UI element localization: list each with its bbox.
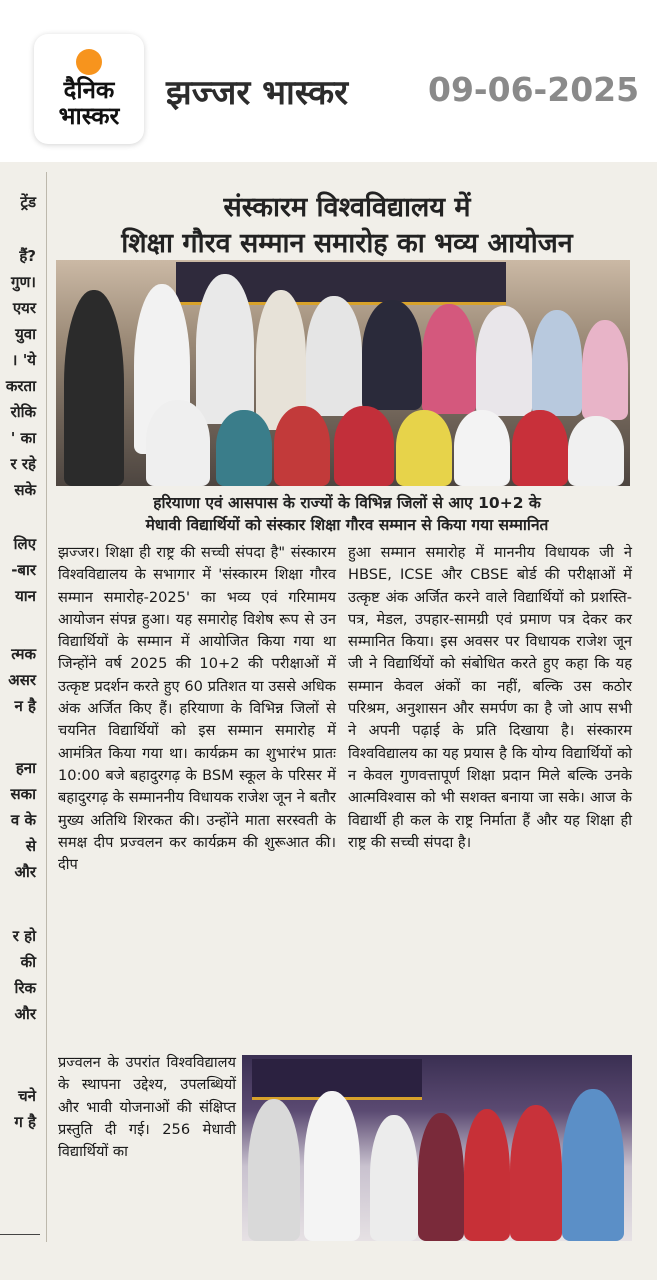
fragment-text: रोकि — [10, 403, 36, 421]
person-figure — [396, 410, 452, 486]
fragment-text: एयर — [12, 299, 36, 317]
fragment-text: हना — [15, 759, 36, 777]
headline-line2: शिक्षा गौरव सम्मान समारोह का भव्य आयोजन — [121, 228, 573, 259]
fragment-text: से — [25, 837, 36, 855]
fragment-text: गुण। — [11, 273, 36, 291]
fragment-text: की — [20, 953, 36, 971]
person-figure — [464, 1109, 510, 1241]
person-figure — [248, 1099, 300, 1241]
fragment-text: ' का — [10, 429, 36, 447]
person-figure — [454, 410, 510, 486]
person-figure — [64, 290, 124, 486]
sun-icon — [76, 49, 102, 75]
fragment-text: न है — [14, 697, 36, 715]
person-figure — [216, 410, 272, 486]
fragment-text: सका — [10, 785, 36, 803]
app-header — [0, 0, 657, 160]
article-headline — [56, 190, 638, 262]
award-photo — [242, 1055, 632, 1241]
fragment-text: चने — [18, 1087, 36, 1105]
fragment-text: असर — [8, 671, 36, 689]
newspaper-clipping[interactable] — [0, 162, 657, 1280]
person-figure — [304, 1091, 360, 1241]
person-figure — [422, 304, 476, 414]
person-figure — [476, 306, 532, 416]
adjacent-column-fragment — [0, 162, 40, 1262]
fragment-text: व के — [10, 811, 36, 829]
logo-text-line1: दैनिक — [63, 76, 115, 104]
column-divider — [46, 172, 47, 1242]
fragment-text: -बार — [11, 561, 36, 579]
person-figure — [274, 406, 330, 486]
column-end-rule — [0, 1234, 40, 1235]
person-figure — [146, 400, 210, 486]
person-figure — [196, 274, 254, 424]
person-figure — [562, 1089, 624, 1241]
fragment-text: ग है — [14, 1113, 36, 1131]
person-figure — [582, 320, 628, 420]
fragment-text: रिक — [14, 979, 36, 997]
edition-title: झज्जर भास्कर — [166, 73, 349, 113]
fragment-text: यान — [15, 587, 36, 605]
edition-date: 09-06-2025 — [428, 70, 640, 109]
person-figure — [532, 310, 582, 416]
fragment-text: करता — [5, 377, 36, 395]
person-figure — [512, 410, 568, 486]
fragment-text: और — [14, 1005, 36, 1023]
fragment-text: सके — [14, 481, 36, 499]
person-figure — [370, 1115, 418, 1241]
fragment-text: र रहे — [10, 455, 36, 473]
fragment-text: युवा — [15, 325, 36, 343]
fragment-text: त्मक — [11, 645, 36, 663]
article-column-1: झज्जर। शिक्षा ही राष्ट्र की सच्ची संपदा है" संस्कारम विश्वविद्यालय के सभागार में 'संस्कारम शिक्षा गौरव सम्मान समारोह-2025' का भव्य एवं गरिमामय आयोजन संपन्न हुआ। यह समारोह विशेष रूप से उन विद्यार्थियों के सम्मान में आयोजित किया गया था जिन्होंने वर्ष 2025 की 10+2 की परीक्षाओं में उत्कृष्ट प्रदर्शन करते हुए 60 प्रतिशत या उससे अधिक अंक अर्जित किए हैं। हरियाणा के विभिन्न जिलों से चयनित विद्यार्थियों को इस सम्मान समारोह में आमंत्रित किया गया था। कार्यक्रम का शुभारंभ प्रातः 10:00 बजे बहादुरगढ़ के BSM स्कूल के परिसर में बहादुरगढ़ के सम्माननीय विधायक राजेश जून ने बतौर मुख्य अतिथि शिरकत की। उन्होंने माता सरस्वती के समक्ष दीप प्रज्वलन कर कार्यक्रम की शुरूआत की। दीप — [58, 544, 336, 874]
headline-line1: संस्कारम विश्वविद्यालय में — [223, 192, 471, 223]
person-figure — [306, 296, 362, 416]
fragment-text: और — [14, 863, 36, 881]
dainik-bhaskar-logo[interactable] — [34, 34, 144, 144]
person-figure — [418, 1113, 464, 1241]
fragment-text: ट्रेंड — [20, 193, 36, 211]
fragment-text: र हो — [12, 927, 36, 945]
fragment-text: लिए — [13, 535, 36, 553]
fragment-text: । 'ये — [11, 351, 36, 369]
caption-line2: मेधावी विद्यार्थियों को संस्कार शिक्षा गौरव सम्मान से किया गया सम्मानित — [145, 516, 549, 534]
group-photo-students — [56, 260, 630, 486]
person-figure — [510, 1105, 562, 1241]
article-column-1-continued: प्रज्वलन के उपरांत विश्वविद्यालय के स्थापना उद्देश्य, उपलब्धियों और भावी योजनाओं की संक्षिप्त प्रस्तुति दी गई। 256 मेधावी विद्यार्थियों का — [58, 1054, 236, 1161]
logo-text-line2: भास्कर — [58, 102, 120, 130]
photo-caption — [56, 492, 638, 536]
article-column-2: हुआ सम्मान समारोह में माननीय विधायक जी ने HBSE, ICSE और CBSE बोर्ड की परीक्षाओं में उत्कृष्ट अंक अर्जित करने वाले विद्यार्थियों को प्रशस्ति-पत्र, मेडल, उपहार-सामग्री एवं प्रमाण पत्र देकर कर सम्मानित किया। इस अवसर पर विधायक राजेश जून जी ने विद्यार्थियों को संबोधित करते हुए कहा कि यह सम्मान केवल अंकों का नहीं, बल्कि उस कठोर परिश्रम, अनुशासन और समर्पण का है जो आप सभी ने अपनी पढ़ाई के प्रति दिखाया है। संस्कारम विश्वविद्यालय का यह प्रयास है कि योग्य विद्यार्थियों को न केवल गुणवत्तापूर्ण शिक्षा प्रदान मिले बल्कि उनके आत्मविश्वास को भी सशक्त बनाया जा सके। आज के विद्यार्थी ही कल के राष्ट्र निर्माता हैं और यह शिक्षा ही राष्ट्र की सच्ची संपदा है। — [348, 544, 632, 851]
caption-line1: हरियाणा एवं आसपास के राज्यों के विभिन्न जिलों से आए 10+2 के — [153, 494, 541, 512]
person-figure — [568, 416, 624, 486]
person-figure — [334, 406, 394, 486]
person-figure — [362, 300, 422, 410]
fragment-text: हैं? — [19, 247, 36, 265]
